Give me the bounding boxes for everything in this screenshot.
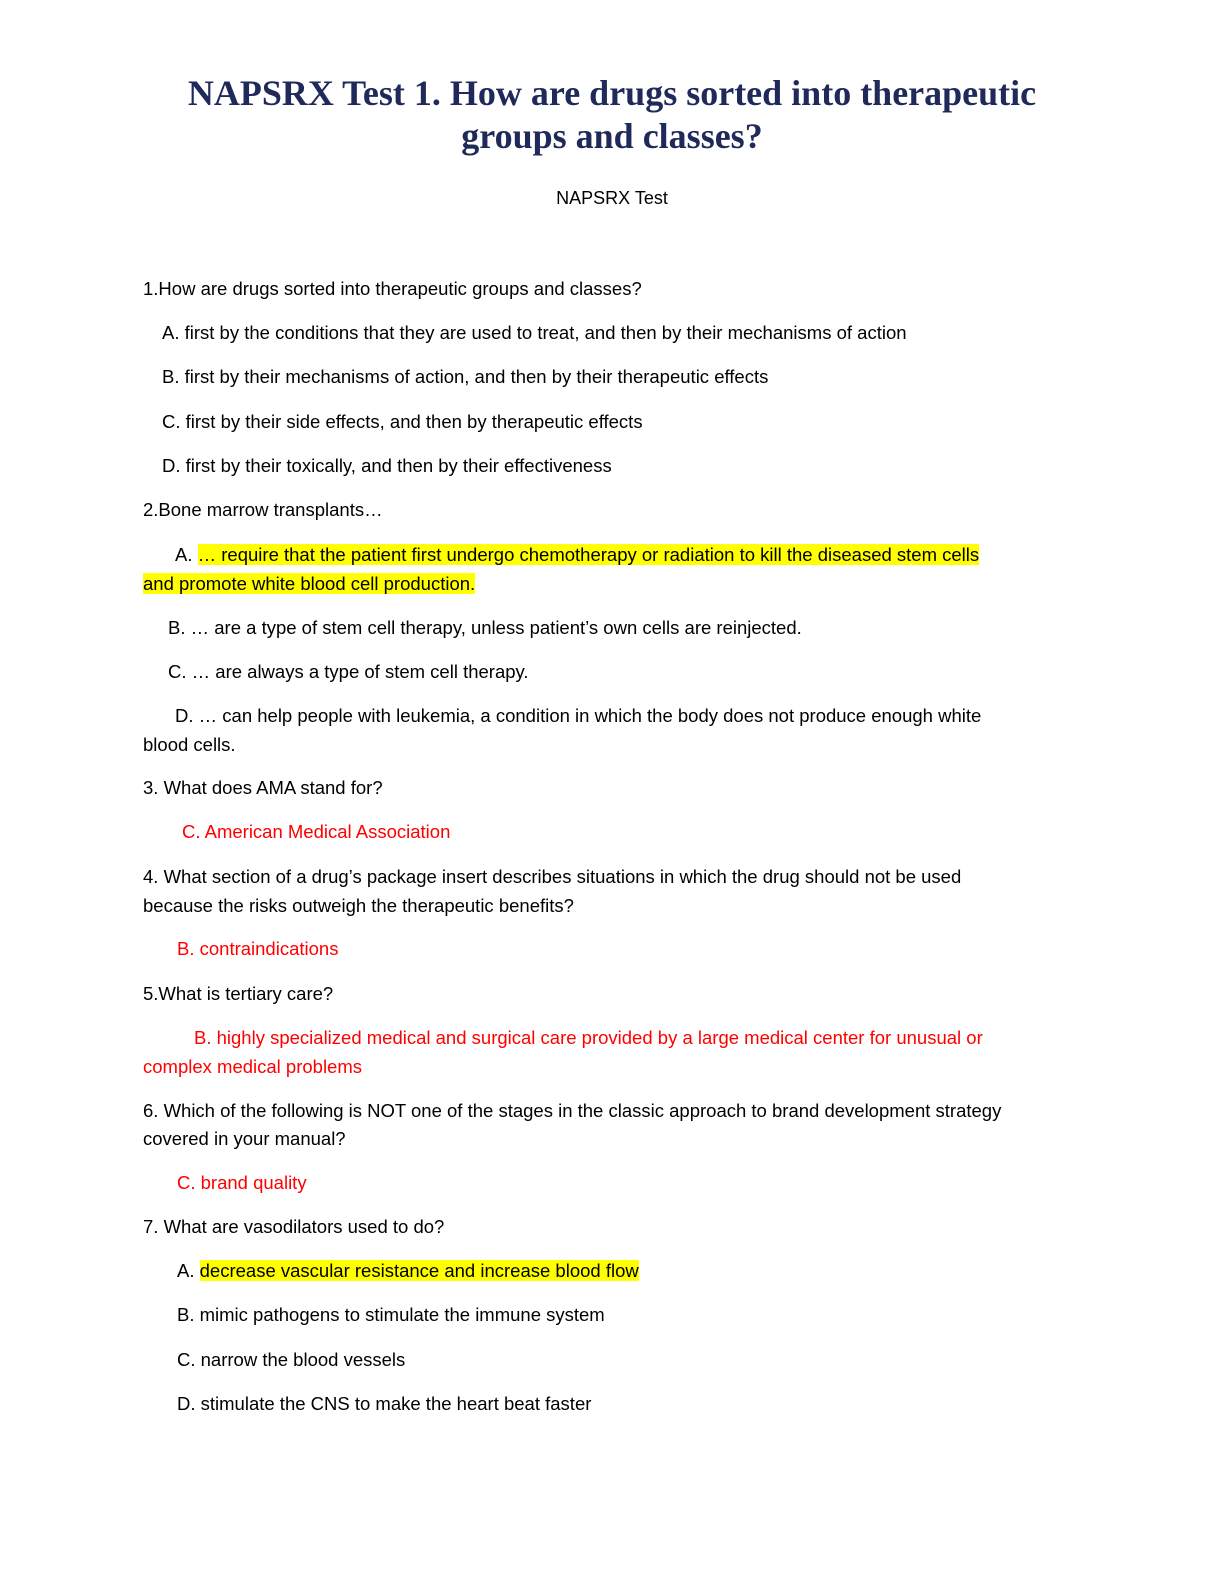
question-5-answer-continued: complex medical problems xyxy=(143,1056,363,1077)
question-1-option-d: D. first by their toxically, and then by their effectiveness xyxy=(162,455,612,476)
document-subtitle: NAPSRX Test xyxy=(556,188,668,208)
question-1-option-c: C. first by their side effects, and then by therapeutic effects xyxy=(162,411,643,432)
question-1-prompt: 1.How are drugs sorted into therapeutic groups and classes? xyxy=(143,278,642,299)
question-6-prompt: 6. Which of the following is NOT one of the stages in the classic approach to brand development strategy xyxy=(143,1100,1002,1121)
question-7-option-b: B. mimic pathogens to stimulate the immune system xyxy=(177,1304,605,1325)
question-2-option-b: B. … are a type of stem cell therapy, unless patient’s own cells are reinjected. xyxy=(168,617,802,638)
question-3-prompt: 3. What does AMA stand for? xyxy=(143,777,383,798)
question-2-option-d-continued: blood cells. xyxy=(143,734,236,755)
question-6-prompt-continued: covered in your manual? xyxy=(143,1128,346,1149)
question-1-option-b: B. first by their mechanisms of action, and then by their therapeutic effects xyxy=(162,366,769,387)
question-2-option-a-label: A. xyxy=(175,544,193,565)
question-7-prompt: 7. What are vasodilators used to do? xyxy=(143,1216,445,1237)
question-2-option-d: D. … can help people with leukemia, a condition in which the body does not produce enough white xyxy=(175,705,982,726)
question-2-option-c: C. … are always a type of stem cell therapy. xyxy=(168,661,529,682)
question-2-option-a xyxy=(175,540,979,569)
question-4-answer: B. contraindications xyxy=(177,938,339,959)
question-7-option-c: C. narrow the blood vessels xyxy=(177,1349,406,1370)
question-2-option-a-highlighted-text: … require that the patient first undergo chemotherapy or radiation to kill the diseased stem cells xyxy=(197,544,980,565)
question-7-option-a-highlighted-text: decrease vascular resistance and increase blood flow xyxy=(199,1260,639,1281)
question-4-prompt: 4. What section of a drug’s package insert describes situations in which the drug should not be used xyxy=(143,866,962,887)
question-7-option-a-label: A. xyxy=(177,1260,195,1281)
question-5-answer: B. highly specialized medical and surgical care provided by a large medical center for unusual or xyxy=(194,1027,983,1048)
question-3-answer: C. American Medical Association xyxy=(182,821,451,842)
document-title xyxy=(100,72,1124,158)
question-6-answer: C. brand quality xyxy=(177,1172,307,1193)
question-2-prompt: 2.Bone marrow transplants… xyxy=(143,499,383,520)
question-5-prompt: 5.What is tertiary care? xyxy=(143,983,334,1004)
question-1-option-a: A. first by the conditions that they are used to treat, and then by their mechanisms of action xyxy=(162,322,907,343)
question-7-option-d: D. stimulate the CNS to make the heart beat faster xyxy=(177,1393,592,1414)
question-4-prompt-continued: because the risks outweigh the therapeutic benefits? xyxy=(143,895,574,916)
question-7-option-a xyxy=(177,1256,639,1285)
question-2-option-a-highlighted-text-2: and promote white blood cell production. xyxy=(143,573,476,594)
title-line-2: groups and classes? xyxy=(461,116,763,156)
title-line-1: NAPSRX Test 1. How are drugs sorted into therapeutic xyxy=(187,73,1037,113)
question-2-option-a-continued xyxy=(143,569,475,598)
